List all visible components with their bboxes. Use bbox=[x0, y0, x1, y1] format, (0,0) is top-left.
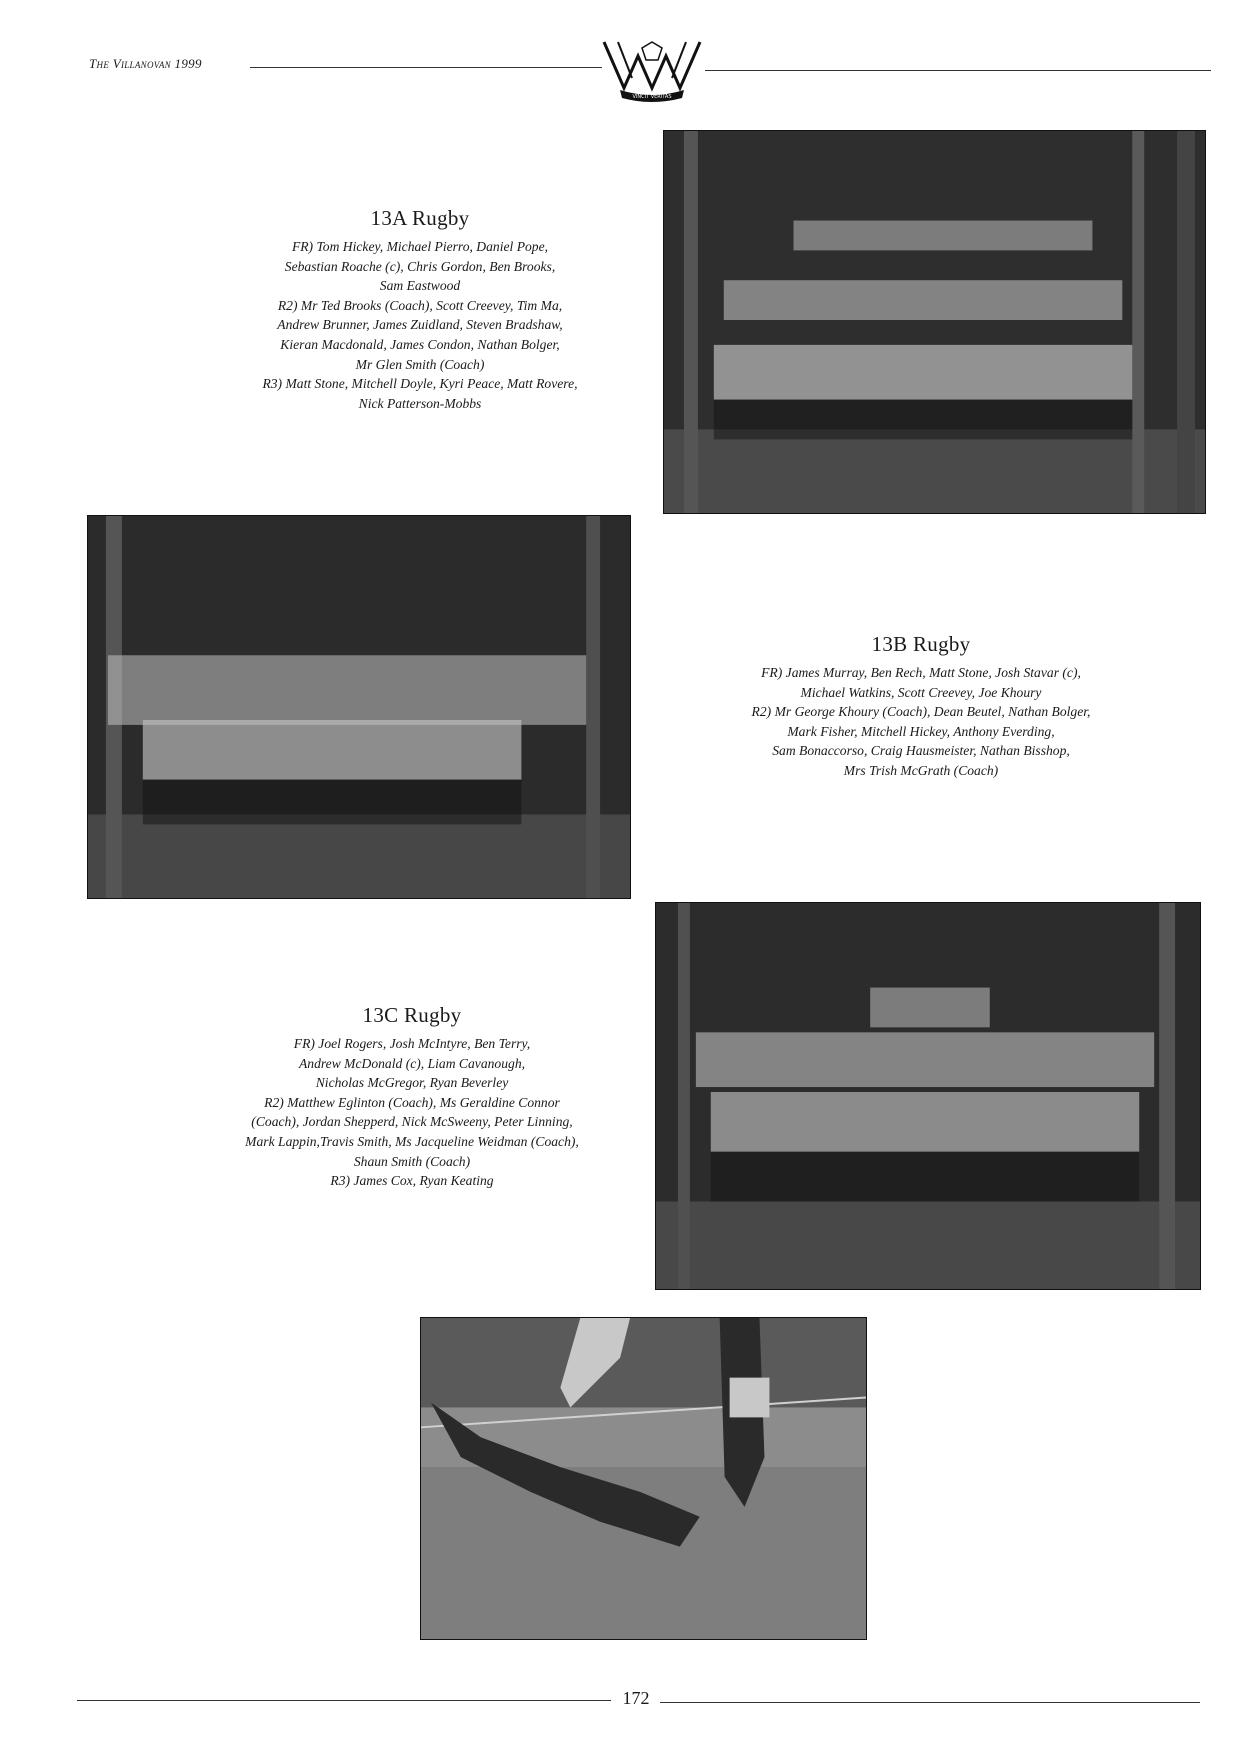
caption-line: FR) Tom Hickey, Michael Pierro, Daniel Pope, bbox=[291, 239, 549, 254]
header-rule-right bbox=[705, 70, 1211, 71]
caption-line: Mark Fisher, Mitchell Hickey, Anthony Everding, bbox=[787, 723, 1055, 739]
header-rule-left bbox=[250, 67, 602, 68]
school-crest-logo bbox=[600, 38, 704, 102]
page-number: 172 bbox=[622, 1688, 650, 1708]
caption-line: R3) Matt Stone, Mitchell Doyle, Kyri Peace, Matt Rovere, bbox=[262, 376, 578, 392]
caption-line: Andrew Brunner, James Zuidland, Steven Bradshaw, bbox=[277, 317, 563, 333]
caption-line: FR) Joel Rogers, Josh McIntyre, Ben Terry, bbox=[293, 1036, 531, 1051]
team-title: 13A Rugby bbox=[370, 206, 470, 230]
team-caption-13a bbox=[208, 206, 632, 413]
team-title: 13C Rugby bbox=[362, 1003, 462, 1027]
team-photo-13c bbox=[655, 902, 1201, 1290]
caption-line: Sebastian Roache (c), Chris Gordon, Ben Brooks, bbox=[284, 258, 556, 274]
caption-line: R2) Mr Ted Brooks (Coach), Scott Creevey, Tim Ma, bbox=[277, 297, 563, 313]
caption-line: Mark Lappin,Travis Smith, Ms Jacqueline Weidman (Coach), bbox=[245, 1133, 579, 1149]
caption-line: Andrew McDonald (c), Liam Cavanough, bbox=[298, 1055, 526, 1071]
caption-line: Nicholas McGregor, Ryan Beverley bbox=[315, 1075, 509, 1091]
caption-line: Mrs Trish McGrath (Coach) bbox=[843, 762, 999, 778]
footer-rule-right bbox=[660, 1702, 1200, 1703]
running-header bbox=[89, 56, 202, 72]
action-photo-try bbox=[420, 1317, 867, 1640]
team-title: 13B Rugby bbox=[871, 632, 971, 656]
team-caption-13b bbox=[641, 632, 1201, 781]
caption-line: FR) James Murray, Ben Rech, Matt Stone, Josh Stavar (c), bbox=[761, 665, 1081, 680]
header-the: The bbox=[89, 56, 110, 71]
caption-line: Shaun Smith (Coach) bbox=[353, 1153, 471, 1169]
caption-line: Sam Bonaccorso, Craig Hausmeister, Nathan Bisshop, bbox=[772, 743, 1070, 759]
header-publication: Villanovan bbox=[112, 56, 171, 71]
header-year: 1999 bbox=[174, 56, 202, 71]
caption-line: R3) James Cox, Ryan Keating bbox=[330, 1173, 494, 1189]
caption-line: Nick Patterson-Mobbs bbox=[358, 395, 482, 411]
caption-line: Mr Glen Smith (Coach) bbox=[355, 356, 485, 372]
caption-line: Michael Watkins, Scott Creevey, Joe Khoury bbox=[800, 684, 1042, 700]
team-photo-13a bbox=[663, 130, 1206, 514]
caption-line: R2) Matthew Eglinton (Coach), Ms Geraldine Connor bbox=[264, 1094, 560, 1110]
caption-line: R2) Mr George Khoury (Coach), Dean Beutel, Nathan Bolger, bbox=[751, 704, 1091, 720]
team-caption-13c bbox=[196, 1003, 628, 1191]
footer-rule-left bbox=[77, 1700, 611, 1701]
team-photo-13b bbox=[87, 515, 631, 899]
caption-line: (Coach), Jordan Shepperd, Nick McSweeny, Peter Linning, bbox=[251, 1114, 573, 1130]
crest-motto: VINCIT VERITAS bbox=[632, 94, 672, 100]
caption-line: Sam Eastwood bbox=[379, 278, 461, 294]
caption-line: Kieran Macdonald, James Condon, Nathan Bolger, bbox=[280, 336, 560, 352]
